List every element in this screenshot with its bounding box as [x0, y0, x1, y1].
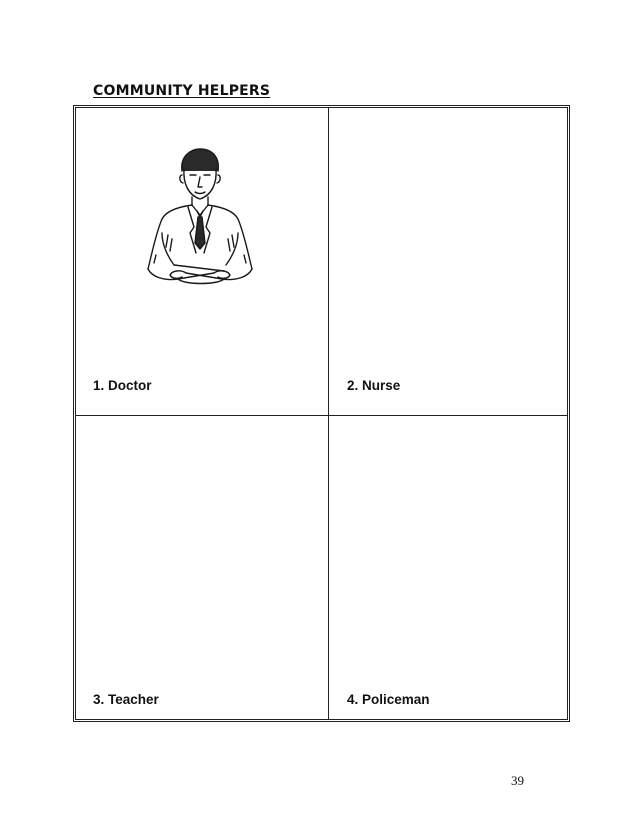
- page-number: 39: [511, 773, 524, 788]
- helper-cell-policeman: [329, 416, 567, 719]
- helper-cell-teacher: [76, 416, 329, 719]
- label-teacher: 3. Teacher: [93, 692, 159, 707]
- helpers-grid: [73, 105, 570, 722]
- label-nurse: 2. Nurse: [347, 378, 401, 393]
- helper-cell-doctor: [76, 108, 329, 416]
- page-title: COMMUNITY HELPERS: [93, 83, 271, 99]
- helper-cell-nurse: [329, 108, 567, 416]
- label-policeman: 4. Policeman: [347, 692, 430, 707]
- label-doctor: 1. Doctor: [93, 378, 152, 393]
- doctor-illustration: [138, 145, 263, 295]
